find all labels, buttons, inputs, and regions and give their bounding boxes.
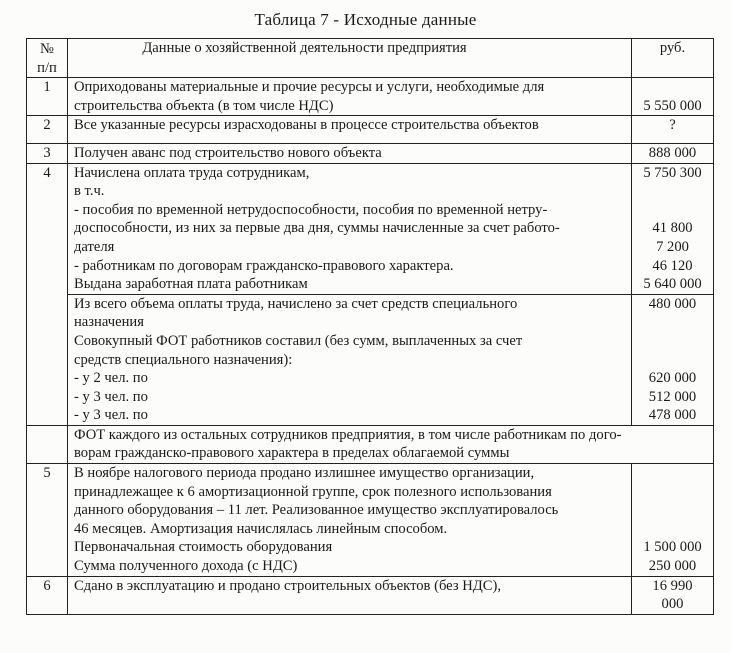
row-number: 6 xyxy=(27,576,68,614)
table-title: Таблица 7 - Исходные данные xyxy=(254,10,477,29)
header-num-pp: п/п xyxy=(37,59,57,76)
table-row-4-other-staff xyxy=(27,425,714,463)
header-num xyxy=(27,39,68,78)
row-number-empty xyxy=(27,425,68,463)
row-description: В ноябре налогового периода продано излишнее имущество организации, принадлежащее к 6 амортизационной группе, срок полезного использования данного оборудования – 11 лет. Реализованное имущество эксплуатировалось 46 месяцев. Амортизация начислялась линейным способом. Первоначальная стоимость оборудования Сумма полученного дохода (с НДС) xyxy=(68,464,632,577)
table-header-row xyxy=(27,39,714,78)
row-description: Начислена оплата труда сотрудникам, в т.ч. - пособия по временной нетрудоспособности, пособия по временной нетру- доспособности, из них за первые два дня, суммы начисленные за счет работо- дателя - работникам по договорам гражданско-правового характера. Выдана заработная плата работникам xyxy=(68,163,632,294)
row-number: 3 xyxy=(27,143,68,163)
row-number: 2 xyxy=(27,116,68,144)
row-value: ? xyxy=(632,116,714,144)
row-number: 5 xyxy=(27,464,68,577)
table-row-6 xyxy=(27,576,714,614)
row-number: 1 xyxy=(27,78,68,116)
row-number: 4 xyxy=(27,163,68,425)
table-row-4-payroll xyxy=(27,163,714,294)
header-value: руб. xyxy=(632,39,714,78)
row-value: 16 990 000 xyxy=(632,576,714,614)
row-value: 1 500 000 250 000 xyxy=(632,464,714,577)
source-data-table xyxy=(26,38,714,615)
header-description: Данные о хозяйственной деятельности предприятия xyxy=(68,39,632,78)
header-num-symbol: № xyxy=(40,41,54,57)
row-value: 5 550 000 xyxy=(632,78,714,116)
table-row-1 xyxy=(27,78,714,116)
row-value: 5 750 300 41 800 7 200 46 120 5 640 000 xyxy=(632,163,714,294)
row-description: Все указанные ресурсы израсходованы в процессе строительства объектов xyxy=(68,116,632,144)
row-value: 888 000 xyxy=(632,143,714,163)
row-description: Из всего объема оплаты труда, начислено за счет средств специального назначения Совокупный ФОТ работников составил (без сумм, выплаченных за счет средств специального назначения): - у 2 чел. по - у 3 чел. по - у 3 чел. по xyxy=(68,294,632,425)
row-value: 480 000 620 000 512 000 478 000 xyxy=(632,294,714,425)
table-row-5 xyxy=(27,464,714,577)
row-description: Оприходованы материальные и прочие ресурсы и услуги, необходимые для строительства объекта (в том числе НДС) xyxy=(68,78,632,116)
table-row-4-special-fund xyxy=(27,294,714,425)
table-row-2 xyxy=(27,116,714,144)
row-description: ФОТ каждого из остальных сотрудников предприятия, в том числе работникам по дого- ворам гражданско-правового характера в пределах облагаемой суммы xyxy=(68,425,714,463)
row-description: Получен аванс под строительство нового объекта xyxy=(68,143,632,163)
table-row-3 xyxy=(27,143,714,163)
row-description: Сдано в эксплуатацию и продано строительных объектов (без НДС), xyxy=(68,576,632,614)
